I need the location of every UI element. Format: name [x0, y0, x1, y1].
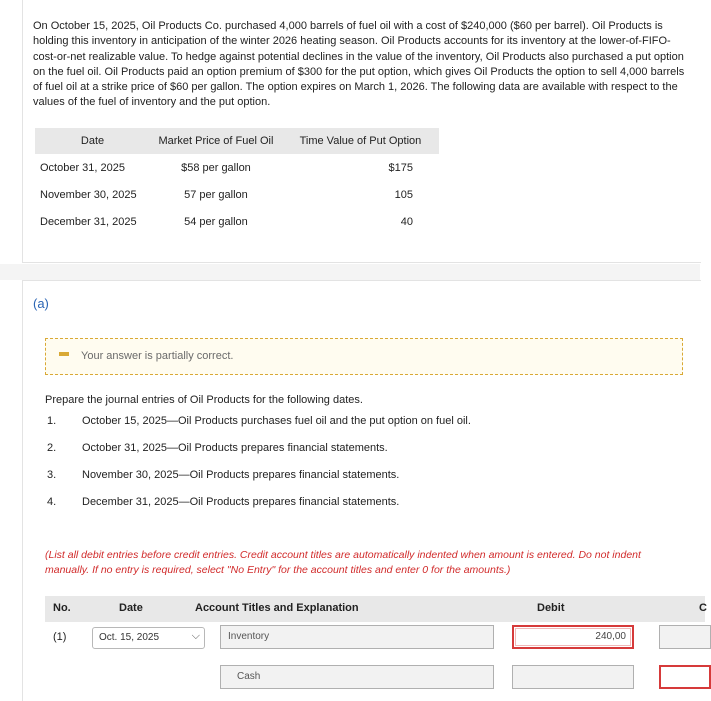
alert-text: Your answer is partially correct. — [81, 350, 234, 362]
list-item — [47, 492, 647, 519]
account-value: Cash — [237, 671, 261, 682]
problem-panel — [22, 0, 701, 263]
step-text: December 31, 2025—Oil Products prepares financial statements. — [82, 496, 400, 508]
step-number: 3. — [47, 469, 57, 481]
part-a-panel — [22, 280, 707, 701]
list-item — [47, 411, 647, 438]
cell-market-price: 54 per gallon — [184, 215, 248, 228]
step-text: November 30, 2025—Oil Products prepares financial statements. — [82, 469, 400, 481]
step-text: October 31, 2025—Oil Products prepares financial statements. — [82, 442, 388, 454]
journal-row — [45, 624, 705, 652]
cell-date: November 30, 2025 — [40, 188, 137, 201]
partial-correct-alert — [45, 338, 683, 375]
header-debit: Debit — [537, 602, 565, 614]
account-title-input[interactable] — [220, 665, 494, 689]
account-value: Inventory — [228, 631, 270, 642]
steps-list — [47, 411, 647, 519]
header-credit: C — [699, 602, 707, 614]
table-row — [35, 208, 439, 235]
cell-time-value: 105 — [394, 188, 413, 201]
table-header-row — [35, 128, 439, 154]
cell-date: October 31, 2025 — [40, 161, 126, 174]
debit-value: 240,00 — [595, 631, 626, 642]
list-item — [47, 438, 647, 465]
account-title-input[interactable] — [220, 625, 494, 649]
chevron-down-icon: ⌵ — [191, 630, 200, 642]
debit-input[interactable] — [512, 625, 634, 649]
step-text: October 15, 2025—Oil Products purchases fuel oil and the put option on fuel oil. — [82, 415, 471, 427]
table-row — [35, 181, 439, 208]
header-no: No. — [53, 602, 71, 614]
date-value: Oct. 15, 2025 — [99, 632, 160, 643]
header-market-price: Market Price of Fuel Oil — [150, 128, 282, 154]
header-date: Date — [119, 602, 143, 614]
minus-icon — [59, 352, 69, 356]
step-number: 4. — [47, 496, 57, 508]
journal-row — [45, 664, 705, 692]
problem-text: On October 15, 2025, Oil Products Co. purchased 4,000 barrels of fuel oil with a cost of $240,000 ($60 per barrel). Oil Products is holding this inventory in anticipation of the winter 2026 heating season. Oil Products accounts for its inventory at the lower-of-FIFO-cost-or-net realizable value. To hedge against potential declines in the value of the inventory, Oil Products also purchased a put option on the fuel oil. Oil Products paid an option premium of $300 for the put option, which gives Oil Products the option to sell 4,000 barrels of fuel oil at a strike price of $60 per gallon. The option expires on March 1, 2026. The following data are available with respect to the values of the fuel of inventory and the put option. — [33, 20, 685, 109]
cell-date: December 31, 2025 — [40, 215, 137, 228]
date-select[interactable] — [92, 627, 205, 649]
journal-header-row — [45, 596, 705, 622]
table-row — [35, 154, 439, 181]
header-date: Date — [35, 128, 150, 154]
market-data-table — [35, 128, 439, 235]
section-divider — [0, 264, 700, 280]
header-account: Account Titles and Explanation — [195, 602, 359, 614]
cell-market-price: 57 per gallon — [184, 188, 248, 201]
step-number: 2. — [47, 442, 57, 454]
credit-input[interactable] — [659, 665, 711, 689]
list-item — [47, 465, 647, 492]
entry-instructions-note: (List all debit entries before credit entries. Credit account titles are automatically indented when amount is entered. Do not indent manually. If no entry is required, select "No Entry" for the account titles and enter 0 for the amounts.) — [45, 549, 641, 576]
credit-input[interactable] — [659, 625, 711, 649]
entry-number: (1) — [53, 631, 67, 643]
header-time-value: Time Value of Put Option — [282, 128, 439, 154]
instruction-text: Prepare the journal entries of Oil Products for the following dates. — [45, 394, 363, 406]
part-label: (a) — [33, 296, 49, 311]
cell-time-value: $175 — [388, 161, 413, 174]
cell-time-value: 40 — [400, 215, 413, 228]
step-number: 1. — [47, 415, 57, 427]
cell-market-price: $58 per gallon — [181, 161, 251, 174]
debit-input[interactable] — [512, 665, 634, 689]
